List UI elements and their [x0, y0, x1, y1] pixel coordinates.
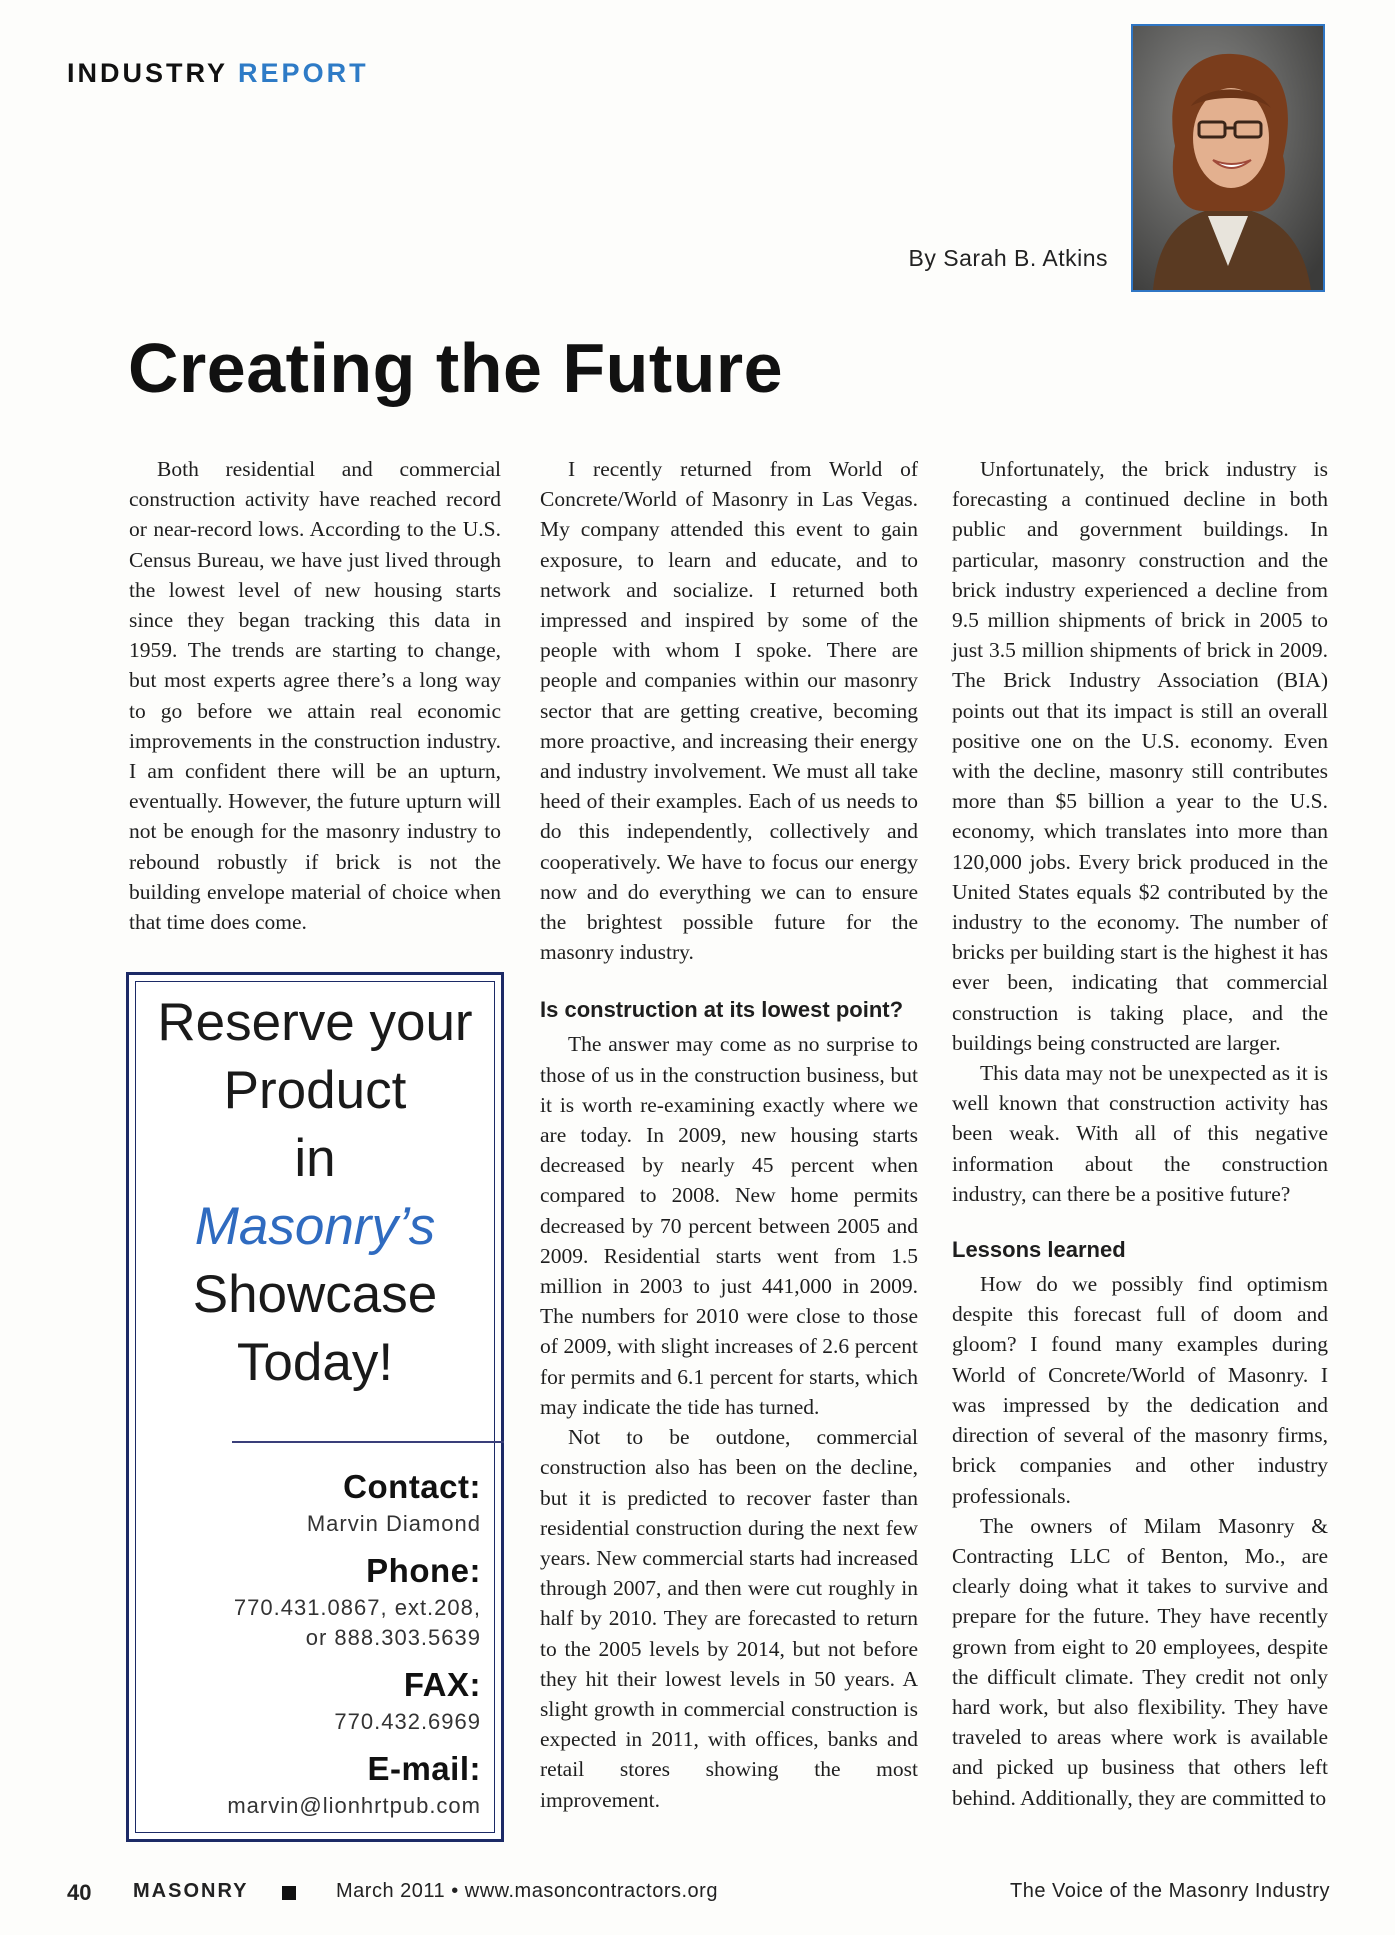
article-title: Creating the Future — [128, 329, 784, 407]
email-label: E-mail: — [367, 1750, 481, 1787]
phone-number-2: or 888.303.5639 — [305, 1625, 481, 1650]
article-column-2 — [540, 454, 918, 1815]
fax-number: 770.432.6969 — [334, 1709, 481, 1734]
footer-date-url: March 2011 • www.masoncontractors.org — [336, 1880, 718, 1902]
paragraph: Both residential and commercial construction activity have reached record or near-record lows. According to the U.S. Census Bureau, we have just lived through the lowest level of new housing starts since they began tracking this data in 1959. The trends are starting to change, but most experts agree there’s a long way to go before we attain real economic improvements in the construction industry. I am confident there will be an upturn, eventually. However, the future upturn will not be enough for the masonry industry to rebound robustly if brick is not the building envelope material of choice when that time does come. — [129, 457, 501, 935]
ad-divider — [232, 1441, 504, 1443]
footer-tagline: The Voice of the Masonry Industry — [1010, 1880, 1330, 1902]
ad-line-highlight: Masonry’s — [194, 1197, 436, 1256]
footer-square-icon — [282, 1886, 296, 1900]
magazine-name: MASONRY — [133, 1880, 249, 1902]
author-photo — [1131, 24, 1325, 292]
ad-line: Reserve your — [157, 993, 473, 1052]
section-label-primary: INDUSTRY — [67, 58, 228, 88]
ad-headline — [129, 989, 501, 1397]
paragraph: This data may not be unexpected as it is well known that construction activity has been weak. With all of this negative information about the construction industry, can there be a positive future? — [952, 1061, 1328, 1206]
phone-label: Phone: — [366, 1552, 481, 1589]
showcase-ad — [126, 972, 504, 1842]
ad-line: Today! — [236, 1333, 394, 1392]
paragraph: The answer may come as no surprise to those of us in the construction business, but it is worth re-examining exactly where we are today. In 2009, new housing starts decreased by nearly 45 percent when compared to 2008. New home permits decreased by 70 percent between 2005 and 2009. Residential starts went from 1.5 million in 2003 to just 441,000 in 2009. The numbers for 2010 were close to those of 2009, with slight increases of 2.6 percent for permits and 6.1 percent for starts, which may indicate the tide has turned. — [540, 1032, 918, 1419]
ad-line: Product — [223, 1061, 407, 1120]
article-column-1 — [129, 454, 501, 937]
ad-line: in — [294, 1129, 336, 1188]
page-number: 40 — [67, 1880, 92, 1905]
subheading: Is construction at its lowest point? — [540, 997, 904, 1023]
paragraph: I recently returned from World of Concrete/World of Masonry in Las Vegas. My company attended this event to gain exposure, to learn and educate, and to network and socialize. I returned both impressed and inspired by some of the people with whom I spoke. There are people and companies within our masonry sector that are getting creative, becoming more proactive, and increasing their energy and industry involvement. We must all take heed of their examples. Each of us needs to do this independently, collectively and cooperatively. We have to focus our energy now and do everything we can to ensure the brightest possible future for the masonry industry. — [540, 457, 918, 965]
contact-name: Marvin Diamond — [306, 1511, 481, 1536]
section-label — [67, 58, 369, 89]
paragraph: Unfortunately, the brick industry is forecasting a continued decline in both public and government buildings. In particular, masonry construction and the brick industry experienced a decline from 9.5 million shipments of brick in 2005 to just 3.5 million shipments of brick in 2009. The Brick Industry Association (BIA) points out that its impact is still an overall positive one on the U.S. economy. Even with the decline, masonry still contributes more than $5 billion a year to the U.S. economy, which translates into more than 120,000 jobs. Every brick produced in the United States equals $2 contributed by the industry to the economy. The number of bricks per building start is the highest it has ever been, indicating that commercial construction is taking place, and the buildings being constructed are larger. — [952, 457, 1328, 1055]
section-label-secondary: REPORT — [238, 58, 369, 88]
subheading: Lessons learned — [952, 1237, 1126, 1263]
ad-contact-block — [227, 1465, 481, 1831]
contact-label: Contact: — [343, 1468, 481, 1505]
author-portrait-image — [1133, 26, 1323, 290]
fax-label: FAX: — [403, 1666, 481, 1703]
article-column-3 — [952, 454, 1328, 1813]
paragraph: How do we possibly find optimism despite this forecast full of doom and gloom? I found many examples during World of Concrete/World of Masonry. I was impressed by the dedication and direction of several of the masonry firms, brick companies and other industry professionals. — [952, 1272, 1328, 1508]
ad-line: Showcase — [192, 1265, 438, 1324]
byline: By Sarah B. Atkins — [908, 245, 1108, 271]
paragraph: Not to be outdone, commercial construction also has been on the decline, but it is predicted to recover faster than residential construction during the next few years. New commercial starts had increased through 2007, and then were cut roughly in half by 2010. They are forecasted to return to the 2005 levels by 2014, but not before they hit their lowest levels in 50 years. A slight growth in commercial construction is expected in 2011, with offices, banks and retail stores showing the most improvement. — [540, 1425, 918, 1812]
email-address: marvin@lionhrtpub.com — [227, 1793, 481, 1818]
phone-number-1: 770.431.0867, ext.208, — [233, 1595, 481, 1620]
paragraph: The owners of Milam Masonry & Contracting LLC of Benton, Mo., are clearly doing what it takes to survive and prepare for the future. They have recently grown from eight to 20 employees, despite the difficult climate. They credit not only hard work, but also flexibility. They have traveled to areas where work is available and picked up business that others left behind. Additionally, they are committed to — [952, 1513, 1328, 1810]
